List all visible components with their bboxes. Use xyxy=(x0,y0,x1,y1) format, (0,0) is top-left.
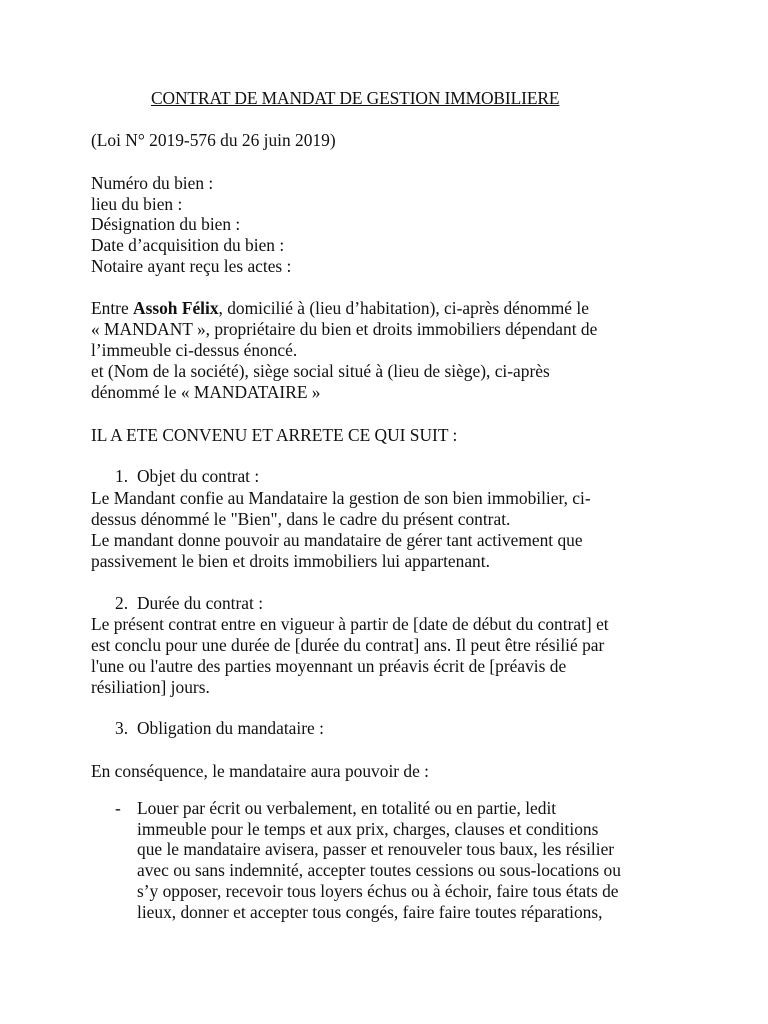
bullet-line-3: que le mandataire avisera, passer et renouveler tous baux, les résilier xyxy=(137,839,615,859)
parties-suffix: , domicilié à (lieu d’habitation), ci-après dénommé le xyxy=(218,298,589,318)
parties-line-1 xyxy=(91,297,589,319)
section-2-line-3: l'une ou l'autre des parties moyennant un préavis écrit de [préavis de xyxy=(91,656,567,676)
parties-line-3: l’immeuble ci-dessus énoncé. xyxy=(91,340,298,360)
section-3-heading: Obligation du mandataire : xyxy=(137,718,324,738)
section-1-heading: Objet du contrat : xyxy=(137,466,260,486)
bullet-marker: - xyxy=(115,798,121,818)
parties-line-4: et (Nom de la société), siège social situé à (lieu de siège), ci-après xyxy=(91,361,550,381)
bullet-line-4: avec ou sans indemnité, accepter toutes cessions ou sous-locations ou xyxy=(137,860,621,880)
field-notary: Notaire ayant reçu les actes : xyxy=(91,256,292,276)
consequence-line: En conséquence, le mandataire aura pouvoir de : xyxy=(91,761,430,781)
parties-line-2: « MANDANT », propriétaire du bien et droits immobiliers dépendant de xyxy=(91,319,598,339)
section-2-line-4: résiliation] jours. xyxy=(91,677,210,697)
field-property-number: Numéro du bien : xyxy=(91,173,214,193)
field-property-designation: Désignation du bien : xyxy=(91,214,241,234)
section-2-number: 2. xyxy=(115,593,129,613)
document-title: CONTRAT DE MANDAT DE GESTION IMMOBILIERE xyxy=(151,88,560,108)
section-1-line-4: passivement le bien et droits immobiliers lui appartenant. xyxy=(91,551,490,571)
section-1-number: 1. xyxy=(115,466,129,486)
parties-line-5: dénommé le « MANDATAIRE » xyxy=(91,382,321,402)
parties-prefix: Entre xyxy=(91,298,134,318)
bullet-line-6: lieux, donner et accepter tous congés, faire faire toutes réparations, xyxy=(137,902,603,922)
bullet-line-1: Louer par écrit ou verbalement, en totalité ou en partie, ledit xyxy=(137,798,557,818)
section-2-line-2: est conclu pour une durée de [durée du contrat] ans. Il peut être résilié par xyxy=(91,635,605,655)
bullet-line-5: s’y opposer, recevoir tous loyers échus ou à échoir, faire tous états de xyxy=(137,881,619,901)
section-1-line-2: dessus dénommé le "Bien", dans le cadre du présent contrat. xyxy=(91,509,511,529)
section-2-line-1: Le présent contrat entre en vigueur à partir de [date de début du contrat] et xyxy=(91,614,609,634)
section-1-line-3: Le mandant donne pouvoir au mandataire de gérer tant activement que xyxy=(91,530,583,550)
field-acquisition-date: Date d’acquisition du bien : xyxy=(91,235,285,255)
mandant-name: Assoh Félix xyxy=(133,298,219,318)
agreement-heading: IL A ETE CONVENU ET ARRETE CE QUI SUIT : xyxy=(91,425,458,445)
bullet-line-2: immeuble pour le temps et aux prix, charges, clauses et conditions xyxy=(137,819,599,839)
law-reference: (Loi N° 2019-576 du 26 juin 2019) xyxy=(91,130,336,150)
field-property-location: lieu du bien : xyxy=(91,194,183,214)
section-2-heading: Durée du contrat : xyxy=(137,593,264,613)
section-3-number: 3. xyxy=(115,718,129,738)
section-1-line-1: Le Mandant confie au Mandataire la gestion de son bien immobilier, ci- xyxy=(91,488,591,508)
